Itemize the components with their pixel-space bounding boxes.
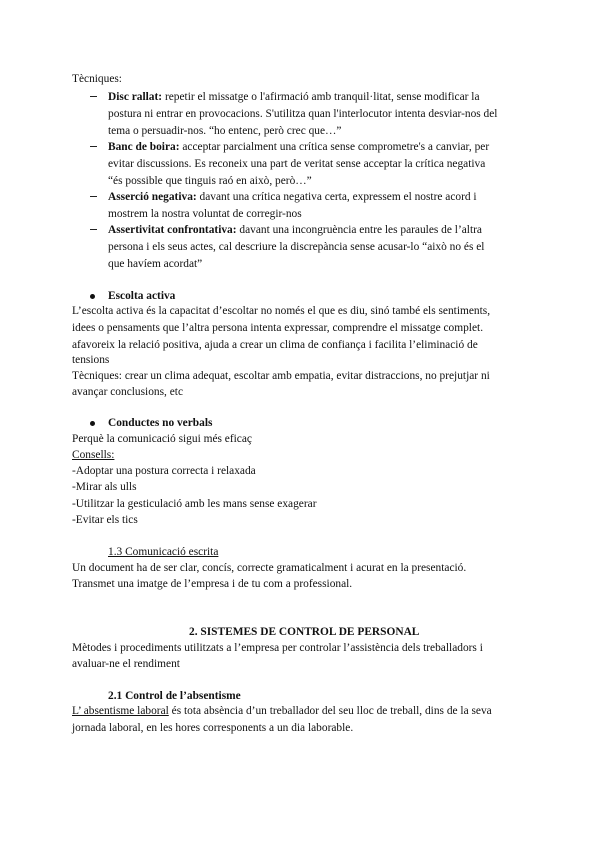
technique-text: evitar discussions. Es reconeix una part de veritat sense acceptar la crítica negativa	[108, 158, 486, 170]
paragraph-line: Mètodes i procediments utilitzats a l’empresa per controlar l’assistència dels treballadors i	[72, 642, 483, 654]
paragraph-line: Perquè la comunicació sigui més eficaç	[72, 433, 252, 445]
list-item: -Utilitzar la gesticulació amb les mans sense exagerar	[72, 498, 317, 510]
paragraph-line: Un document ha de ser clar, concís, correcte gramaticalment i acurat en la presentació.	[72, 562, 467, 574]
dash-bullet-icon	[90, 196, 97, 197]
list-item: -Evitar els tics	[72, 514, 138, 526]
section-heading-sistemes-control: 2. SISTEMES DE CONTROL DE PERSONAL	[189, 626, 420, 638]
subsection-heading-comunicacio-escrita: 1.3 Comunicació escrita	[108, 546, 219, 558]
dash-bullet-icon	[90, 96, 97, 97]
tecniques-title: Tècniques:	[72, 73, 122, 85]
bullet-icon	[90, 421, 95, 426]
list-item: -Mirar als ulls	[72, 481, 137, 493]
paragraph-line: tensions	[72, 354, 110, 366]
technique-assercio-negativa	[108, 189, 477, 205]
technique-text: mostrem la nostra voluntat de corregir-nos	[108, 208, 302, 220]
technique-text: persona i els seus actes, cal descriure la discrepància sense acusar-lo “això no és el	[108, 241, 485, 253]
paragraph-line: L’escolta activa és la capacitat d’escoltar no només el que es diu, sinó també els sentiments,	[72, 305, 491, 317]
list-item: -Adoptar una postura correcta i relaxada	[72, 465, 256, 477]
technique-banc-de-boira	[108, 139, 489, 155]
technique-text: que havíem acordat”	[108, 258, 203, 270]
bullet-icon	[90, 294, 95, 299]
subsection-heading-control-absentisme: 2.1 Control de l’absentisme	[108, 690, 241, 702]
technique-text: acceptar parcialment una crítica sense comprometre's a canviar, per	[182, 141, 490, 153]
technique-text: davant una crítica negativa certa, expressem el nostre acord i	[199, 191, 477, 203]
technique-disc-rallat	[108, 89, 480, 105]
technique-term: Disc rallat:	[108, 91, 163, 103]
technique-assertivitat-confrontativa	[108, 222, 482, 238]
section-heading-conductes-no-verbals: Conductes no verbals	[108, 417, 213, 429]
dash-bullet-icon	[90, 229, 97, 230]
consells-label: Consells:	[72, 449, 115, 461]
paragraph-line: avançar conclusions, etc	[72, 386, 184, 398]
paragraph-line: idees o pensaments que l’altra persona intenta expressar, comprendre el missatge complet.	[72, 322, 484, 334]
paragraph-line: afavoreix la relació positiva, ajuda a crear un clima de confiança i facilita l’eliminació de	[72, 339, 478, 351]
paragraph-line: avaluar-ne el rendiment	[72, 658, 180, 670]
dash-bullet-icon	[90, 146, 97, 147]
paragraph-line: L’ absentisme laboral és tota absència d’un treballador del seu lloc de treball, dins de la seva	[72, 705, 492, 717]
technique-term: Asserció negativa:	[108, 191, 197, 203]
paragraph-line: Tècniques: crear un clima adequat, escoltar amb empatia, evitar distraccions, no prejutjar ni	[72, 370, 490, 382]
technique-term: Assertivitat confrontativa:	[108, 224, 237, 236]
technique-text: davant una incongruència entre les paraules de l’altra	[239, 224, 482, 236]
technique-text: postura ni entrar en provocacions. S'utilitza quan l'interlocutor intenta desviar-nos del	[108, 108, 498, 120]
technique-term: Banc de boira:	[108, 141, 180, 153]
section-heading-escolta-activa: Escolta activa	[108, 290, 176, 302]
technique-text: repetir el missatge o l'afirmació amb tranquil·litat, sense modificar la	[164, 91, 480, 103]
technique-text: “és possible que tinguis raó en això, però…”	[108, 175, 312, 187]
paragraph-line: jornada laboral, en les hores corresponents a un dia laborable.	[72, 722, 354, 734]
paragraph-line: Transmet una imatge de l’empresa i de tu com a professional.	[72, 578, 353, 590]
term-absentisme-laboral: L’ absentisme laboral	[72, 705, 169, 717]
technique-text: tema o persuadir-nos. “ho entenc, però crec que…”	[108, 125, 342, 137]
